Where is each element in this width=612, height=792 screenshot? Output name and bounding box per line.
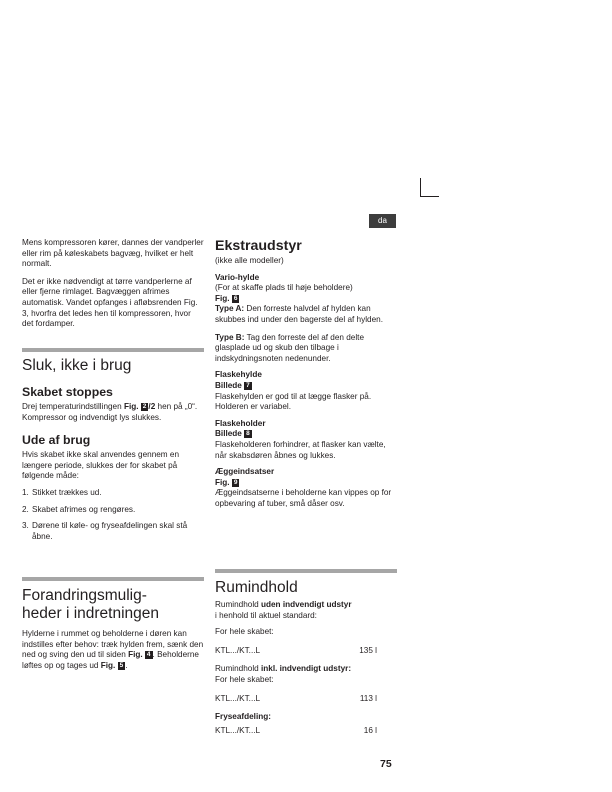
skabet-text-a: Drej temperaturindstillingen [22, 402, 122, 411]
sluk-heading: Sluk, ikke i brug [22, 357, 132, 374]
type-a-text [215, 304, 397, 325]
capacity-row [215, 646, 377, 657]
type-b-label: Type B: [215, 332, 245, 342]
forandring-text [22, 629, 204, 671]
forandring-text-b: . Beholderne løftes op og tages ud [22, 650, 199, 670]
rum-qualifier: inkl. indvendigt udstyr: [260, 664, 352, 674]
capacity-value: 16 l [363, 725, 377, 735]
rumindhold-2-scope: For hele skabet: [215, 674, 274, 684]
fig-sub: /2 [148, 402, 156, 411]
model-name: KTL.../KT...L [215, 693, 261, 703]
flaskeholder-heading: Flaskeholder [215, 418, 266, 428]
rum-qualifier: uden indvendigt udstyr [260, 600, 352, 609]
fig-label: Fig. [215, 477, 230, 487]
list-item [22, 505, 204, 516]
ekstraudstyr-heading: Ekstraudstyr [215, 238, 302, 254]
skabet-stoppes-text [22, 402, 204, 423]
figure-ref-badge: 6 [233, 294, 238, 302]
steps-list [22, 488, 204, 542]
aeg-heading: Æggeindsatser [215, 467, 275, 477]
type-a-label: Type A: [215, 304, 245, 314]
rumindhold-1-scope: For hele skabet: [215, 627, 274, 637]
fig-label: Fig. [123, 402, 139, 411]
aeg-fig [215, 478, 397, 489]
right-column [215, 238, 397, 509]
ude-af-brug-text: Hvis skabet ikke skal anvendes gennem en længere periode, slukkes der for skabet på følgende måde: [22, 450, 180, 481]
step-number: 3. [22, 521, 29, 531]
intro-paragraph-2 [22, 277, 204, 330]
rum-label: Rumindhold [215, 664, 259, 674]
model-name: KTL.../KT...L [215, 725, 261, 735]
intro-paragraph-2-text: Det er ikke nødvendigt at tørre vandperlerne af eller fjerne rimlaget. Bagvæggen afrimes automatisk. Vandet opfanges i afløbsrenden Fig. 3, hvorfra det ledes hen til kompressoren, hvor det fordamper. [22, 276, 198, 329]
vario-fig [215, 294, 397, 305]
fryseafdeling-heading: Fryseafdeling: [215, 712, 271, 722]
language-tag: da [369, 214, 396, 228]
fig-label: Fig. [128, 650, 143, 660]
flaskeholder-fig [215, 429, 397, 440]
ude-af-brug-heading: Ude af brug [22, 433, 91, 448]
step-text: Dørene til køle- og fryseafdelingen skal stå åbne. [32, 521, 188, 541]
rumindhold-heading: Rumindhold [215, 579, 298, 596]
list-item [22, 488, 204, 499]
capacity-value: 113 l [359, 693, 377, 703]
forandring-heading-line-2: heder i indretningen [22, 605, 160, 622]
intro-paragraph-1: Mens kompressoren kører, dannes der vandperler eller rim på køleskabets bagvæg, hvilket er helt normalt. [22, 238, 204, 269]
capacity-row [215, 726, 377, 737]
type-b-desc: Tag den forreste del af den delte glasplade ud og skub den tilbage i indskydningsnoten nedenunder. [215, 332, 364, 363]
left-column [22, 238, 204, 330]
vario-heading: Vario-hylde [215, 272, 260, 282]
flaskeholder-text: Flaskeholderen forhindrer, at flasker kan vælte, når skabsdøren åbnes og lukkes. [215, 439, 386, 460]
step-number: 2. [22, 504, 29, 514]
forandring-heading-line-1: Forandringsmulig- [22, 587, 147, 604]
crop-mark [420, 178, 439, 197]
type-a-desc: Den forreste halvdel af hylden kan skubbes ind under den bagerste del af hylden. [215, 304, 383, 324]
skabet-stoppes-heading: Skabet stoppes [22, 385, 113, 399]
forandring-section [22, 577, 204, 671]
page-number: 75 [380, 758, 392, 770]
capacity-row [215, 694, 377, 705]
vario-sub: (For at skaffe plads til høje beholdere) [215, 283, 353, 293]
rumindhold-section [215, 569, 397, 736]
section-divider [215, 569, 397, 573]
step-text: Stikket trækkes ud. [32, 487, 102, 497]
flaskehylde-text: Flaskehylden er god til at lægge flasker på. Holderen er variabel. [215, 391, 372, 412]
figure-ref-badge: 9 [233, 478, 238, 486]
figure-ref-badge: 7 [246, 381, 250, 389]
rumindhold-2-line-1 [215, 664, 397, 675]
figure-ref-badge: 5 [119, 661, 124, 669]
figure-ref-badge: 2 [142, 402, 147, 410]
aeg-text: Æggeindsatserne i beholderne kan vippes op for opbevaring af tuber, små dåser osv. [215, 488, 392, 508]
skabet-text-b: hen på „0“. Kompressor og indvendigt lys slukkes. [22, 402, 198, 422]
section-divider [22, 577, 204, 581]
flaskehylde-fig [215, 381, 397, 392]
step-number: 1. [22, 487, 29, 497]
section-divider [22, 348, 204, 352]
rumindhold-1-line-2: i henhold til aktuel standard: [215, 610, 317, 620]
rumindhold-1-line-1 [215, 600, 397, 611]
capacity-value: 135 l [359, 645, 377, 655]
list-item [22, 521, 204, 542]
forandring-text-a: Hylderne i rummet og beholderne i døren kan indstilles efter behov: træk hylden frem, sænk den ned og sving den ud til siden [22, 629, 204, 660]
step-text: Skabet afrimes og rengøres. [32, 504, 136, 514]
rum-label: Rumindhold [215, 600, 259, 609]
figure-ref-badge: 8 [246, 430, 250, 438]
type-b-text [215, 333, 397, 365]
fig-label: Billede [215, 380, 242, 390]
ekstraudstyr-sub: (ikke alle modeller) [215, 256, 284, 265]
sluk-section [22, 348, 204, 542]
forandring-text-c: . [125, 660, 128, 670]
flaskehylde-heading: Flaskehylde [215, 370, 262, 380]
figure-ref-badge: 4 [146, 651, 151, 659]
fig-label: Fig. [215, 293, 230, 303]
fig-label: Fig. [100, 660, 116, 670]
fig-label: Billede [215, 429, 242, 439]
model-name: KTL.../KT...L [215, 645, 261, 655]
